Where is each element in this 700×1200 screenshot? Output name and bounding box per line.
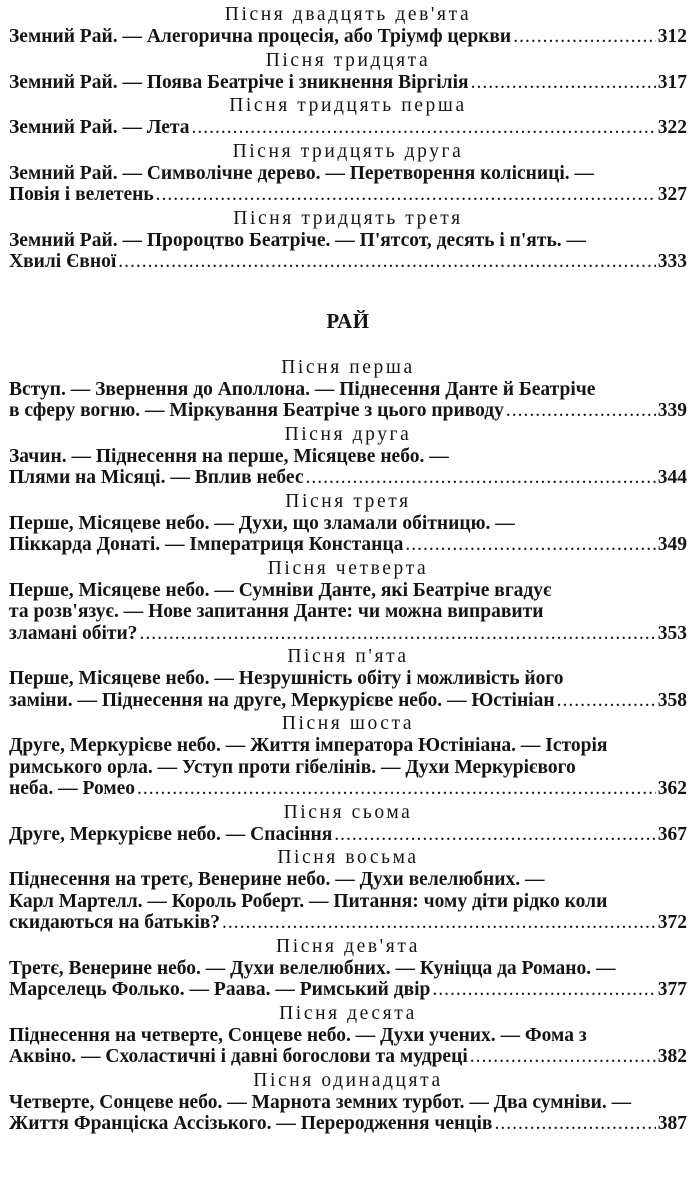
- dot-leader: [470, 1046, 656, 1068]
- entry-text-line: в сферу вогню. — Міркування Беатріче з цього приводу: [9, 400, 504, 421]
- toc-section-purgatorio-tail: [9, 3, 687, 273]
- entry-text-line: Хвилі Євної: [9, 251, 117, 272]
- entry-last-line: [9, 623, 687, 645]
- dot-leader: [191, 117, 655, 139]
- dot-leader: [137, 778, 656, 800]
- entry-text-line: Життя Франціска Ассізького. — Переродження ченців: [9, 1113, 493, 1134]
- page-number: 317: [657, 71, 687, 93]
- dot-leader: [156, 184, 656, 206]
- entry-text-line: Земний Рай. — Алегорична процесія, або Тріумф церкви: [9, 26, 512, 47]
- dot-leader: [513, 26, 656, 48]
- dot-leader: [334, 824, 655, 846]
- entry-text-line: Друге, Меркурієве небо. — Спасіння: [9, 823, 333, 845]
- entry-text-line: Четверте, Сонцеве небо. — Марнота земних турбот. — Два сумніви. —: [9, 1091, 632, 1113]
- canto-heading: Пісня двадцять дев'ята: [224, 4, 472, 25]
- entry-text-line: Піднесення на четверте, Сонцеве небо. — Духи учених. — Фома з: [9, 1024, 587, 1046]
- entry-text-line: та розв'язує. — Нове запитання Данте: чи можна виправити: [9, 601, 544, 622]
- page-number: 344: [657, 467, 687, 488]
- canto-heading: Пісня одинадцята: [253, 1069, 443, 1091]
- page-number: 367: [657, 823, 687, 845]
- entry-last-line: [9, 26, 687, 48]
- entry-text-line: Земний Рай. — Символічне дерево. — Перетворення колісниці. —: [9, 162, 595, 184]
- canto-heading: Пісня тридцять перша: [229, 95, 467, 116]
- canto-heading: Пісня третя: [285, 490, 411, 512]
- dot-leader: [432, 979, 655, 1001]
- toc-entry[interactable]: [9, 163, 687, 206]
- page-number: 358: [657, 689, 687, 711]
- entry-last-line: [9, 117, 687, 139]
- toc-entry[interactable]: [9, 446, 687, 489]
- entry-last-line: [9, 778, 687, 800]
- toc-entry[interactable]: [9, 26, 687, 48]
- entry-last-line: [9, 400, 687, 422]
- entry-last-line: [9, 184, 687, 206]
- entry-text-line: Перше, Місяцеве небо. — Незрушність обіту і можливість його: [9, 668, 564, 689]
- toc-entry[interactable]: [9, 1092, 687, 1135]
- page-number: 362: [657, 778, 687, 799]
- entry-last-line: [9, 467, 687, 489]
- entry-last-line: [9, 1046, 687, 1068]
- entry-last-line: [9, 534, 687, 556]
- entry-last-line: [9, 690, 687, 712]
- canto-heading: Пісня тридцять друга: [232, 140, 464, 162]
- entry-last-line: [9, 72, 687, 94]
- toc-entry[interactable]: [9, 513, 687, 556]
- canto-heading: Пісня сьома: [283, 801, 413, 823]
- part-title: РАЙ: [326, 308, 370, 333]
- entry-last-line: [9, 912, 687, 934]
- dot-leader: [305, 467, 655, 489]
- entry-last-line: [9, 251, 687, 273]
- dot-leader: [405, 534, 655, 556]
- page-number: 312: [657, 26, 687, 47]
- toc-entry[interactable]: [9, 869, 687, 934]
- entry-text-line: Перше, Місяцеве небо. — Духи, що зламали обітницю. —: [9, 512, 515, 534]
- entry-text-line: Повія і велетень: [9, 184, 154, 205]
- entry-text-line: заміни. — Піднесення на друге, Меркурієве небо. — Юстініан: [9, 689, 555, 711]
- dot-leader: [118, 251, 656, 273]
- entry-text-line: Перше, Місяцеве небо. — Сумніви Данте, які Беатріче вгадує: [9, 579, 552, 601]
- toc-section-paradiso: [9, 356, 687, 1135]
- toc-entry[interactable]: [9, 379, 687, 422]
- page-number: 327: [657, 184, 687, 205]
- dot-leader: [139, 623, 655, 645]
- canto-heading: Пісня восьма: [277, 847, 419, 868]
- page-number: 377: [657, 979, 687, 1000]
- entry-text-line: Аквіно. — Схоластичні і давні богослови та мудреці: [9, 1046, 468, 1067]
- entry-text-line: зламані обіти?: [9, 622, 138, 644]
- entry-last-line: [9, 979, 687, 1001]
- entry-text-line: Земний Рай. — Лета: [9, 117, 190, 138]
- page-number: 353: [657, 622, 687, 644]
- dot-leader: [557, 690, 656, 712]
- canto-heading: Пісня дев'ята: [276, 935, 420, 957]
- toc-entry[interactable]: [9, 735, 687, 800]
- canto-heading: Пісня перша: [281, 356, 415, 378]
- page-number: 333: [657, 251, 687, 272]
- page-number: 382: [657, 1046, 687, 1067]
- entry-text-line: неба. — Ромео: [9, 778, 136, 799]
- canto-heading: Пісня тридцята: [265, 49, 431, 71]
- entry-text-line: Вступ. — Звернення до Аполлона. — Піднесення Данте й Беатріче: [9, 378, 596, 400]
- toc-entry[interactable]: [9, 668, 687, 711]
- dot-leader: [494, 1113, 655, 1135]
- entry-text-line: Піккарда Донаті. — Імператриця Констанца: [9, 534, 404, 555]
- page-number: 387: [657, 1113, 687, 1134]
- page-number: 372: [657, 912, 687, 933]
- toc-entry[interactable]: [9, 580, 687, 645]
- entry-text-line: римського орла. — Уступ проти гібелінів. — Духи Меркурієвого: [9, 756, 576, 778]
- entry-text-line: Піднесення на третє, Венерине небо. — Духи велелюбних. —: [9, 869, 545, 890]
- canto-heading: Пісня тридцять третя: [233, 207, 463, 229]
- page-number: 322: [657, 117, 687, 138]
- canto-heading: Пісня шоста: [281, 713, 415, 734]
- entry-text-line: Земний Рай. — Пророцтво Беатріче. — П'ятсот, десять і п'ять. —: [9, 229, 587, 251]
- page-number: 349: [657, 534, 687, 555]
- toc-entry[interactable]: [9, 117, 687, 139]
- entry-text-line: Плями на Місяці. — Вплив небес: [9, 467, 304, 488]
- entry-last-line: [9, 824, 687, 846]
- entry-text-line: Зачин. — Піднесення на перше, Місяцеве небо. —: [9, 445, 449, 467]
- toc-entry[interactable]: [9, 824, 687, 846]
- canto-heading: Пісня п'ята: [287, 646, 409, 667]
- toc-entry[interactable]: [9, 72, 687, 94]
- entry-text-line: Карл Мартелл. — Король Роберт. — Питання: чому діти рідко коли: [9, 890, 608, 912]
- canto-heading: Пісня друга: [284, 423, 412, 445]
- toc-entry[interactable]: [9, 1025, 687, 1068]
- canto-heading: Пісня четверта: [267, 557, 429, 579]
- toc-entry[interactable]: [9, 958, 687, 1001]
- dot-leader: [471, 72, 656, 94]
- page-number: 339: [657, 400, 687, 421]
- dot-leader: [222, 912, 656, 934]
- entry-text-line: Третє, Венерине небо. — Духи велелюбних. — Куніцца да Романо. —: [9, 957, 616, 979]
- canto-heading: Пісня десята: [279, 1002, 417, 1024]
- entry-text-line: скидаються на батьків?: [9, 912, 221, 933]
- entry-text-line: Земний Рай. — Поява Беатріче і зникнення Віргілія: [9, 71, 469, 93]
- entry-last-line: [9, 1113, 687, 1135]
- dot-leader: [506, 400, 656, 422]
- entry-text-line: Марселець Фолько. — Раава. — Римський двір: [9, 979, 431, 1000]
- entry-text-line: Друге, Меркурієве небо. — Життя імператора Юстініана. — Історія: [9, 735, 608, 756]
- toc-entry[interactable]: [9, 230, 687, 273]
